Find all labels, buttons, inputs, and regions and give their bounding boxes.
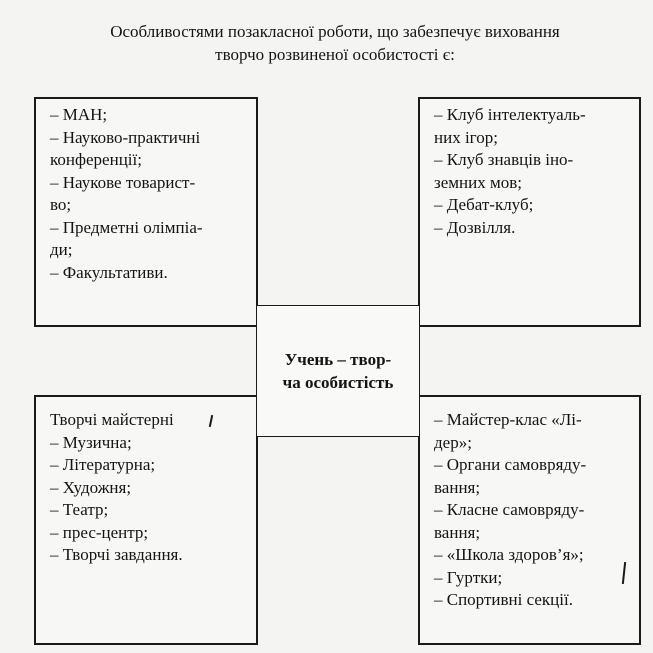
list-item: ди; <box>50 240 73 259</box>
list-item: – Дебат-клуб; <box>434 195 534 214</box>
list-item: вання; <box>434 477 481 497</box>
title-line-2: творчо розвиненої особистості є: <box>215 45 455 64</box>
list-item: – МАН; <box>50 105 108 124</box>
list-item: – Театр; <box>50 500 109 519</box>
list-item: них ігор; <box>434 127 498 147</box>
list-item: конференції; <box>50 150 142 169</box>
list-item: во; <box>50 195 72 214</box>
center-line-1: Учень – твор- <box>284 350 392 369</box>
box-bottom-right <box>418 395 641 645</box>
box-heading: Творчі майстерні <box>50 410 174 429</box>
list-item: – Факультативи. <box>50 262 168 282</box>
list-item: дер»; <box>434 432 472 452</box>
list-item: – Предметні олімпіа- <box>50 217 203 237</box>
list-item: – прес-центр; <box>50 522 149 542</box>
center-line-2: ча особистість <box>282 373 394 392</box>
list-item: – Наукове товарист- <box>50 172 196 192</box>
list-item: – Художня; <box>50 477 132 497</box>
list-item: – Музична; <box>50 432 132 452</box>
list-item: вання; <box>434 522 481 542</box>
list-item: – Літературна; <box>50 455 156 474</box>
list-item: – «Школа здоров’я»; <box>434 545 584 564</box>
box-bottom-left <box>34 395 258 645</box>
list-item: – Клуб знавців іно- <box>434 150 574 169</box>
list-item: земних мов; <box>434 172 522 192</box>
list-item: – Гуртки; <box>434 567 503 587</box>
list-item: – Клуб інтелектуаль- <box>434 105 586 124</box>
list-item: – Науково-практичні <box>50 127 201 147</box>
box-top-left <box>34 97 258 327</box>
center-box <box>256 305 420 437</box>
list-item: – Дозвілля. <box>434 217 516 237</box>
list-item: – Органи самовряду- <box>434 455 587 474</box>
list-item: – Творчі завдання. <box>50 545 183 564</box>
title-line-1: Особливостями позакласної роботи, що забезпечує виховання <box>110 22 560 41</box>
list-item: – Спортивні секції. <box>434 590 573 609</box>
diagram-title <box>40 20 630 66</box>
list-item: – Майстер-клас «Лі- <box>434 410 582 429</box>
list-item: – Класне самовряду- <box>434 500 585 519</box>
box-top-right <box>418 97 641 327</box>
